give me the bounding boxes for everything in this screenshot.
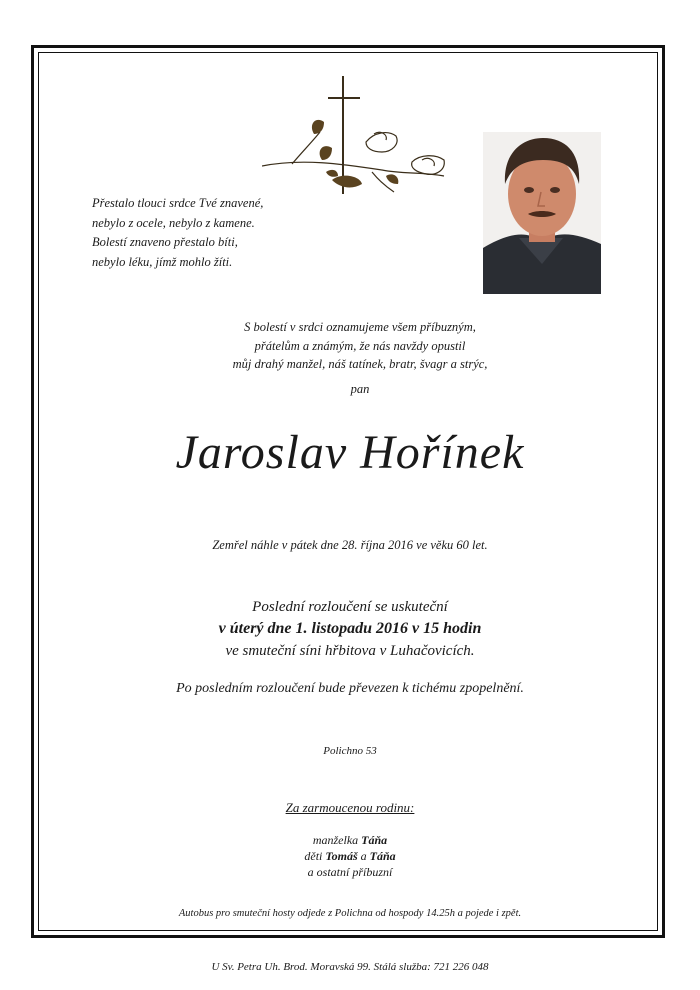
farewell-date-time: v úterý dne 1. listopadu 2016 v 15 hodin bbox=[218, 620, 482, 637]
poem bbox=[92, 194, 332, 272]
conjunction: a bbox=[360, 849, 367, 863]
farewell-place: ve smuteční síni hřbitova v Luhačovicích. bbox=[225, 643, 475, 659]
wife-name: Táňa bbox=[361, 833, 388, 847]
death-notice: Zemřel náhle v pátek dne 28. října 2016 ve věku 60 let. bbox=[212, 538, 488, 552]
farewell-line-1: Poslední rozloučení se uskuteční bbox=[252, 599, 448, 615]
funeral-service-footer: U Sv. Petra Uh. Brod. Moravská 99. Stálá služba: 721 226 048 bbox=[211, 961, 489, 973]
announcement-line: můj drahý manžel, náš tatínek, bratr, švagr a strýc, bbox=[232, 357, 488, 371]
cross-with-roses-icon bbox=[262, 72, 452, 198]
family-list bbox=[150, 832, 550, 880]
poem-line: nebylo léku, jímž mohlo žíti. bbox=[92, 254, 233, 269]
wife-label: manželka bbox=[312, 833, 359, 847]
family-wife bbox=[150, 832, 550, 848]
child-name: Táňa bbox=[369, 849, 396, 863]
address: Polichno 53 bbox=[323, 745, 377, 757]
deceased-name: Jaroslav Hořínek bbox=[175, 426, 525, 479]
bus-note: Autobus pro smuteční hosty odjede z Polichna od hospody 14.25h a pojede i zpět. bbox=[178, 908, 522, 919]
family-others: a ostatní příbuzní bbox=[307, 865, 393, 879]
portrait-photo bbox=[483, 132, 601, 294]
cremation-note: Po posledním rozloučení bude převezen k tichému zpopelnění. bbox=[176, 681, 524, 696]
child-name: Tomáš bbox=[325, 849, 358, 863]
announcement bbox=[150, 318, 570, 374]
announcement-line: přátelům a známým, že nás navždy opustil bbox=[254, 338, 466, 353]
children-label: děti bbox=[304, 849, 323, 863]
title-pan: pan bbox=[350, 382, 370, 396]
family-heading: Za zarmoucenou rodinu: bbox=[285, 800, 415, 815]
poem-line: Bolestí znaveno přestalo bíti, bbox=[92, 235, 238, 249]
announcement-line: S bolestí v srdci oznamujeme všem příbuzným, bbox=[244, 320, 476, 334]
poem-line: Přestalo tlouci srdce Tvé znavené, bbox=[92, 196, 264, 210]
family-children bbox=[150, 848, 550, 864]
poem-line: nebylo z ocele, nebylo z kamene. bbox=[92, 215, 255, 230]
farewell-info bbox=[100, 596, 600, 662]
